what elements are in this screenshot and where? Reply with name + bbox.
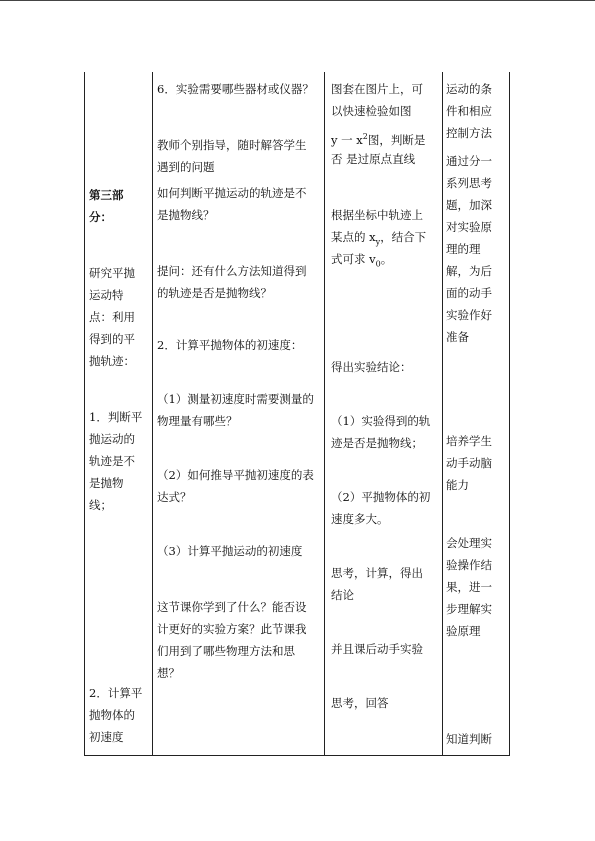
- table-border-bottom: [84, 755, 510, 756]
- topic-line: 点：利用: [89, 310, 135, 324]
- coord-method-line: 根据坐标中轨迹上: [331, 208, 423, 222]
- section-title-line: 分：: [89, 210, 112, 224]
- purpose-1-line: 控制方法: [446, 126, 492, 140]
- check-method-line: 以快速检验如图: [331, 104, 412, 118]
- coord-formula-line: 某点的 $x_y$，结合下: [331, 230, 427, 247]
- purpose-2-line: 面的动手: [446, 286, 492, 300]
- check-formula-line: y 一 $x^2$图，判断是: [331, 132, 426, 147]
- conclusion-2-line: 速度多大。: [331, 512, 389, 526]
- topic-line: 抛轨迹：: [89, 354, 135, 368]
- purpose-3-line: 培养学生: [446, 434, 492, 448]
- summary-question-line: 计更好的实验方案？此节课我: [157, 622, 307, 636]
- purpose-2-line: 理的理: [446, 242, 481, 256]
- coord-v0-line: 式可求 $v_0$。: [331, 252, 393, 269]
- purpose-4-line: 验原理: [446, 624, 481, 638]
- calc-velocity-heading: 2．计算平抛物体的初速度：: [157, 338, 303, 352]
- hint-question-line: 提问：还有什么方法知道得到: [157, 264, 307, 278]
- conclusion-1-line: 迹是否是抛物线；: [331, 436, 423, 450]
- purpose-2-line: 准备: [446, 330, 469, 344]
- purpose-5-text: 知道判断: [446, 732, 492, 746]
- purpose-4-line: 会处理实: [446, 536, 492, 550]
- purpose-4-line: 果，进一: [446, 580, 492, 594]
- table-border-left: [84, 72, 85, 756]
- section-title-line: 第三部: [89, 188, 124, 202]
- item1-line: 是抛物: [89, 476, 124, 490]
- topic-line: 运动特: [89, 288, 124, 302]
- hint-question-line: 的轨迹是否是抛物线？: [157, 286, 272, 300]
- item1-line: 1．判断平: [89, 410, 143, 424]
- topic-line: 研究平抛: [89, 266, 135, 280]
- check-method-line: 否 是过原点直线: [331, 152, 416, 166]
- purpose-4-line: 步理解实: [446, 602, 492, 616]
- item2-line: 初速度: [89, 730, 124, 744]
- sub-question-2-line: 达式？: [157, 490, 192, 504]
- conclusion-2-line: （2）平抛物体的初: [331, 490, 431, 504]
- table-border-right: [509, 72, 510, 756]
- judge-question-line: 是抛物线？: [157, 208, 215, 222]
- purpose-4-line: 验操作结: [446, 558, 492, 572]
- check-method-line: 图套在图片上，可: [331, 82, 423, 96]
- item1-line: 线；: [89, 498, 112, 512]
- purpose-2-line: 对实验原: [446, 220, 492, 234]
- judge-question-line: 如何判断平抛运动的轨迹是不: [157, 186, 307, 200]
- sub-question-3: （3）计算平抛运动的初速度: [157, 544, 303, 558]
- think-calc-line: 结论: [331, 588, 354, 602]
- conclusion-heading: 得出实验结论：: [331, 360, 412, 374]
- purpose-2-line: 系列思考: [446, 176, 492, 190]
- item2-line: 2．计算平: [89, 686, 143, 700]
- summary-question-line: 想？: [157, 666, 180, 680]
- summary-question-line: 们用到了哪些物理方法和思: [157, 644, 295, 658]
- sub-question-1-line: （1）测量初速度时需要测量的: [157, 392, 314, 406]
- item1-line: 轨迹是不: [89, 454, 135, 468]
- sub-question-2-line: （2）如何推导平抛初速度的表: [157, 468, 314, 482]
- purpose-2-line: 通过分一: [446, 154, 492, 168]
- purpose-2-line: 实验作好: [446, 308, 492, 322]
- item1-line: 抛运动的: [89, 432, 135, 446]
- purpose-3-line: 能力: [446, 478, 469, 492]
- item2-line: 抛物体的: [89, 708, 135, 722]
- think-calc-line: 思考，计算，得出: [331, 566, 423, 580]
- topic-line: 得到的平: [89, 332, 135, 346]
- page-top-rule: [0, 0, 595, 1]
- conclusion-1-line: （1）实验得到的轨: [331, 414, 431, 428]
- teacher-guide-line: 遇到的问题: [157, 160, 215, 174]
- purpose-3-line: 动手动脑: [446, 456, 492, 470]
- purpose-2-line: 题，加深: [446, 198, 492, 212]
- purpose-1-line: 运动的条: [446, 82, 492, 96]
- question-equipment: 6．实验需要哪些器材或仪器？: [157, 82, 314, 96]
- table-divider-3: [442, 72, 443, 756]
- table-divider-2: [324, 72, 325, 756]
- purpose-1-line: 件和相应: [446, 104, 492, 118]
- teacher-guide-line: 教师个别指导，随时解答学生: [157, 138, 307, 152]
- table-divider-1: [152, 72, 153, 756]
- answer-text: 思考，回答: [331, 696, 389, 710]
- hands-on-text: 并且课后动手实验: [331, 642, 423, 656]
- purpose-2-line: 解，为后: [446, 264, 492, 278]
- summary-question-line: 这节课你学到了什么？能否设: [157, 600, 307, 614]
- sub-question-1-line: 物理量有哪些？: [157, 414, 238, 428]
